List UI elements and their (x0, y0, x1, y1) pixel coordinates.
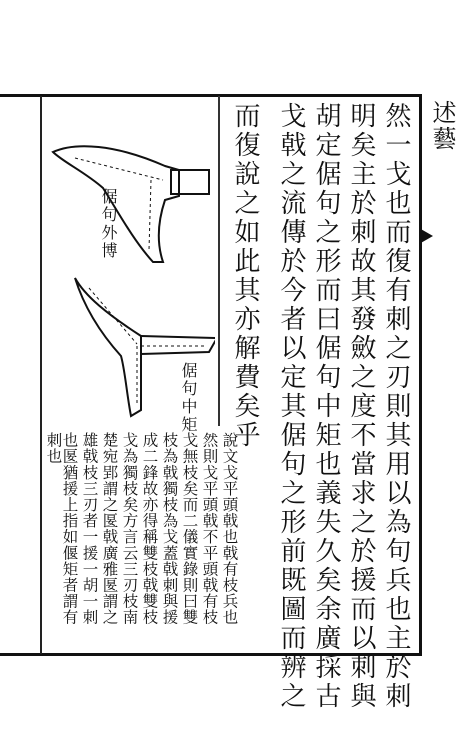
main-text-column-5: 而復說之如此其亦解費矣乎 (230, 102, 260, 450)
note-column-3: 戈無枝矣而二儀實錄則曰雙 (180, 432, 199, 626)
upper-ge-blade (53, 146, 209, 262)
main-text-column-3: 胡定倨句之形而曰倨句中矩也義失久矣余廣採古 (311, 102, 341, 711)
frame-top-border (0, 94, 422, 97)
main-text-column-1: 然一戈也而復有刺之刃則其用以為句兵也主於刺 (381, 102, 411, 711)
figure-label-upper: 倨句外博 (99, 188, 118, 260)
note-column-8: 雄戟枝三刃者一援一胡一刺 (80, 432, 99, 626)
note-column-5: 成二鋒故亦得稱雙枝戟雙枝 (140, 432, 159, 626)
note-column-6: 戈為獨枝矣方言云三刃枝南 (120, 432, 139, 626)
note-column-2: 然則戈平頭戟不平頭戟有枝 (200, 432, 219, 626)
note-column-4: 枝為戟獨枝為戈蓋戟刺與援 (160, 432, 179, 626)
main-text-column-2: 明矣主於刺故其發斂之度不當求之於援而以刺與 (346, 102, 376, 711)
main-text-column-4: 戈戟之流傳於今者以定其倨句之形前既圖而辨之 (276, 102, 306, 711)
fishtail-notch (419, 228, 433, 244)
note-column-10: 刺也 (44, 432, 63, 465)
note-column-7: 楚宛郢謂之匽戟廣雅匽謂之 (100, 432, 119, 626)
illustration-divider (218, 96, 220, 426)
note-column-9: 也匽猶援上指如偃矩者謂有 (60, 432, 79, 626)
frame-left-border (40, 96, 42, 654)
weapon-illustration (45, 100, 215, 434)
edge-title: 述藝 (428, 100, 456, 152)
frame-right-border (419, 94, 422, 656)
figure-label-lower: 倨句中矩 (179, 362, 198, 434)
note-column-1: 說文戈平頭戟也戟有枝兵也 (220, 432, 239, 626)
